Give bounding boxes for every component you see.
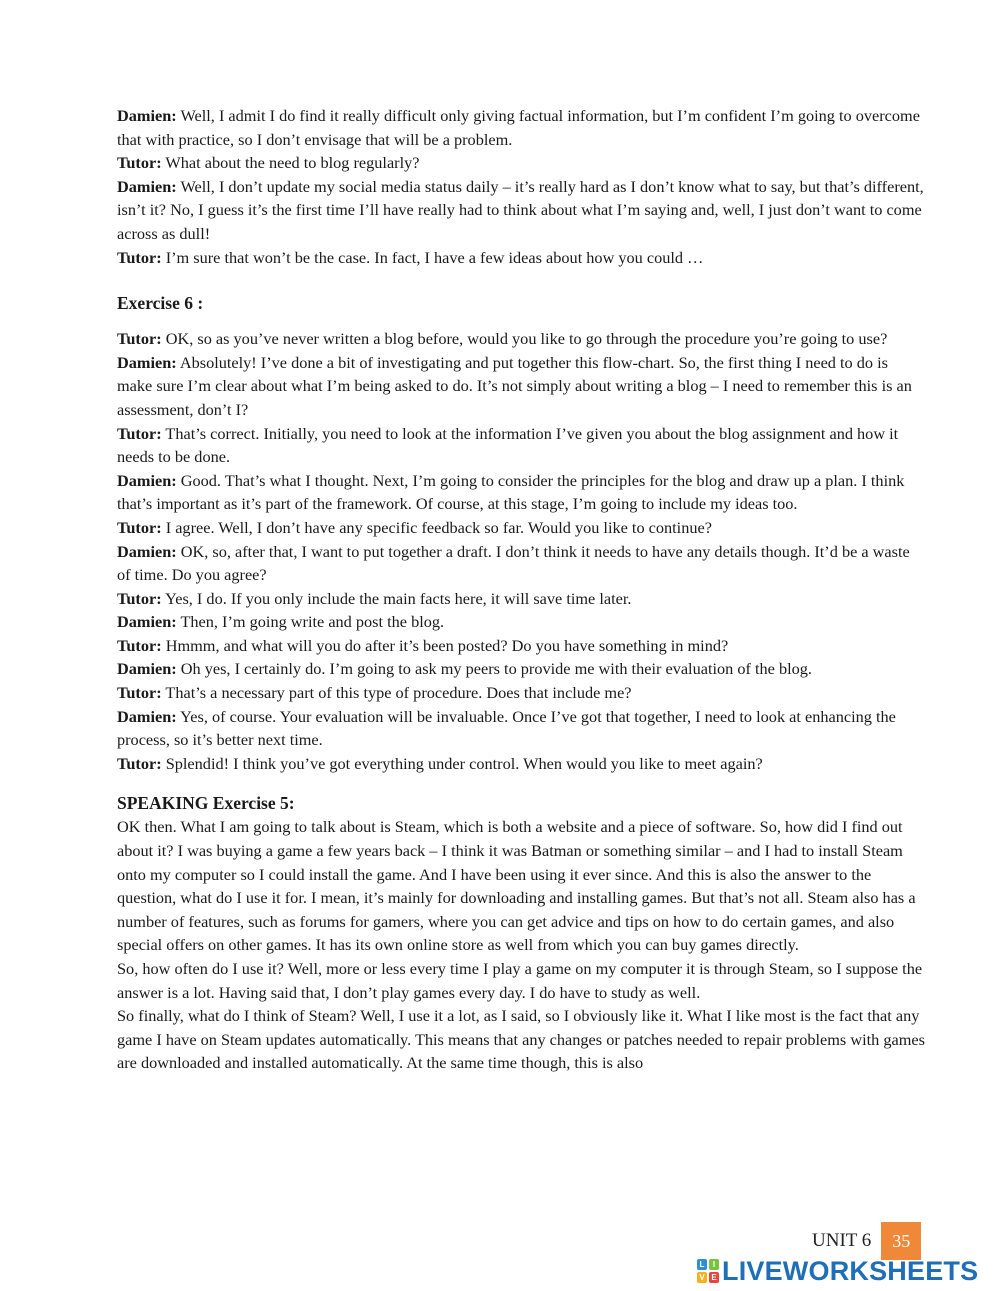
dialogue-text: I’m sure that won’t be the case. In fact, I have a few ideas about how you could … bbox=[161, 247, 704, 267]
dialogue-line bbox=[117, 540, 925, 587]
dialogue-line bbox=[117, 327, 925, 351]
speaker-name: Damien: bbox=[117, 659, 177, 679]
speaker-name: Tutor: bbox=[117, 588, 162, 608]
speaker-name: Tutor: bbox=[117, 753, 162, 773]
speaker-name: Damien: bbox=[117, 106, 177, 125]
paragraph: So finally, what do I think of Steam? Well, I use it a lot, as I said, so I obviously like it. What I like most is the fact that any game I have on Steam updates automatically. This means that any changes or patches needed to repair problems with games are downloaded and installed automatically. At the same time though, this is also bbox=[117, 1006, 925, 1073]
dialogue-line bbox=[117, 175, 925, 246]
dialogue-text: That’s a necessary part of this type of procedure. Does that include me? bbox=[161, 683, 632, 703]
dialogue-line bbox=[117, 469, 925, 516]
document-page bbox=[117, 104, 925, 1075]
dialogue-text: Absolutely! I’ve done a bit of investigating and put together this flow-chart. So, the first thing I need to do is make sure I’m clear about what I’m being asked to do. It’s not simply about writing a blog – I need to remember this is an assessment, don’t I? bbox=[117, 352, 912, 419]
dialogue-text: I agree. Well, I don’t have any specific feedback so far. Would you like to continue? bbox=[161, 517, 712, 537]
speaker-name: Tutor: bbox=[117, 153, 162, 173]
logo-wordmark: LIVEWORKSHEETS bbox=[722, 1255, 979, 1286]
liveworksheets-logo[interactable] bbox=[697, 1256, 978, 1286]
dialogue-text: Splendid! I think you’ve got everything under control. When would you like to meet again? bbox=[161, 753, 763, 773]
speaker-name: Damien: bbox=[117, 541, 177, 561]
speaker-name: Damien: bbox=[117, 470, 177, 490]
dialogue-text: OK, so, after that, I want to put together a draft. I don’t think it needs to have any details though. It’d be a waste of time. Do you agree? bbox=[117, 541, 910, 585]
page-number-badge: 35 bbox=[881, 1222, 921, 1260]
speaker-name: Tutor: bbox=[117, 683, 162, 703]
liveworksheets-logo-icon bbox=[697, 1259, 719, 1283]
speaker-name: Tutor: bbox=[117, 423, 162, 443]
speaker-name: Damien: bbox=[117, 612, 177, 632]
speaker-name: Damien: bbox=[117, 352, 177, 372]
page-footer bbox=[812, 1222, 921, 1260]
speaker-name: Damien: bbox=[117, 706, 177, 726]
dialogue-text: Good. That’s what I thought. Next, I’m going to consider the principles for the blog and draw up a plan. I think that’s important as it’s part of the framework. Of course, at this stage, I’m going to include my ideas too. bbox=[117, 470, 905, 514]
speaker-name: Damien: bbox=[117, 176, 177, 196]
dialogue-text: Well, I don’t update my social media status daily – it’s really hard as I don’t know what to say, but that’s different, isn’t it? No, I guess it’s the first time I’ll have really had to think about what I’m saying and, well, I just don’t want to come across as dull! bbox=[117, 176, 924, 243]
dialogue-line bbox=[117, 246, 925, 270]
dialogue-text: Hmmm, and what will you do after it’s been posted? Do you have something in mind? bbox=[161, 635, 729, 655]
dialogue-line bbox=[117, 681, 925, 705]
dialogue-line bbox=[117, 610, 925, 634]
paragraph: So, how often do I use it? Well, more or less every time I play a game on my computer it is through Steam, so I suppose the answer is a lot. Having said that, I don’t play games every day. I do have to study as well. bbox=[117, 959, 923, 1002]
dialogue-line bbox=[117, 587, 925, 611]
logo-letter: L bbox=[697, 1259, 707, 1270]
dialogue-text: Oh yes, I certainly do. I’m going to ask my peers to provide me with their evaluation of the blog. bbox=[176, 659, 812, 679]
speaking-exercise-5-text bbox=[117, 815, 925, 1075]
exercise-6-heading: Exercise 6 : bbox=[117, 293, 204, 314]
dialogue-text: Then, I’m going write and post the blog. bbox=[176, 612, 445, 632]
dialogue-line bbox=[117, 422, 925, 469]
dialogue-text: Well, I admit I do find it really difficult only giving factual information, but I’m confident I’m going to overcome that with practice, so I don’t envisage that will be a problem. bbox=[117, 106, 920, 149]
dialogue-top bbox=[117, 104, 925, 269]
dialogue-text: OK, so as you’ve never written a blog before, would you like to go through the procedure you’re going to use? bbox=[161, 329, 888, 349]
dialogue-line bbox=[117, 516, 925, 540]
speaker-name: Tutor: bbox=[117, 635, 162, 655]
speaking-exercise-5-heading: SPEAKING Exercise 5: bbox=[117, 793, 295, 814]
dialogue-text: What about the need to blog regularly? bbox=[161, 153, 420, 173]
speaker-name: Tutor: bbox=[117, 517, 162, 537]
speaker-name: Tutor: bbox=[117, 247, 162, 267]
dialogue-line bbox=[117, 634, 925, 658]
dialogue-line bbox=[117, 151, 925, 175]
logo-letter: E bbox=[709, 1272, 719, 1283]
dialogue-line bbox=[117, 705, 925, 752]
logo-letter: I bbox=[709, 1259, 719, 1270]
speaker-name: Tutor: bbox=[117, 329, 162, 349]
logo-letter: V bbox=[697, 1272, 707, 1283]
dialogue-line bbox=[117, 351, 925, 422]
dialogue-text: That’s correct. Initially, you need to look at the information I’ve given you about the blog assignment and how it needs to be done. bbox=[117, 423, 899, 467]
dialogue-text: Yes, I do. If you only include the main facts here, it will save time later. bbox=[161, 588, 632, 608]
dialogue-line bbox=[117, 657, 925, 681]
unit-label: UNIT 6 bbox=[812, 1230, 872, 1251]
paragraph: OK then. What I am going to talk about is Steam, which is both a website and a piece of software. So, how did I find out about it? I was buying a game a few years back – I think it was Batman or something similar – and I had to install Steam onto my computer so I could install the game. And I have been using it ever since. And this is also the answer to the question, what do I use it for. I mean, it’s mainly for downloading and installing games. But that’s not all. Steam also has a number of features, such as forums for gamers, where you can get advice and tips on how to do certain games, and also special offers on other games. It has its own online store as well from which you can buy games directly. bbox=[117, 817, 916, 955]
dialogue-text: Yes, of course. Your evaluation will be invaluable. Once I’ve got that together, I need to look at enhancing the process, so it’s better next time. bbox=[117, 706, 896, 750]
dialogue-line bbox=[117, 104, 925, 151]
dialogue-line bbox=[117, 752, 925, 776]
exercise-6-dialogue bbox=[117, 327, 925, 775]
